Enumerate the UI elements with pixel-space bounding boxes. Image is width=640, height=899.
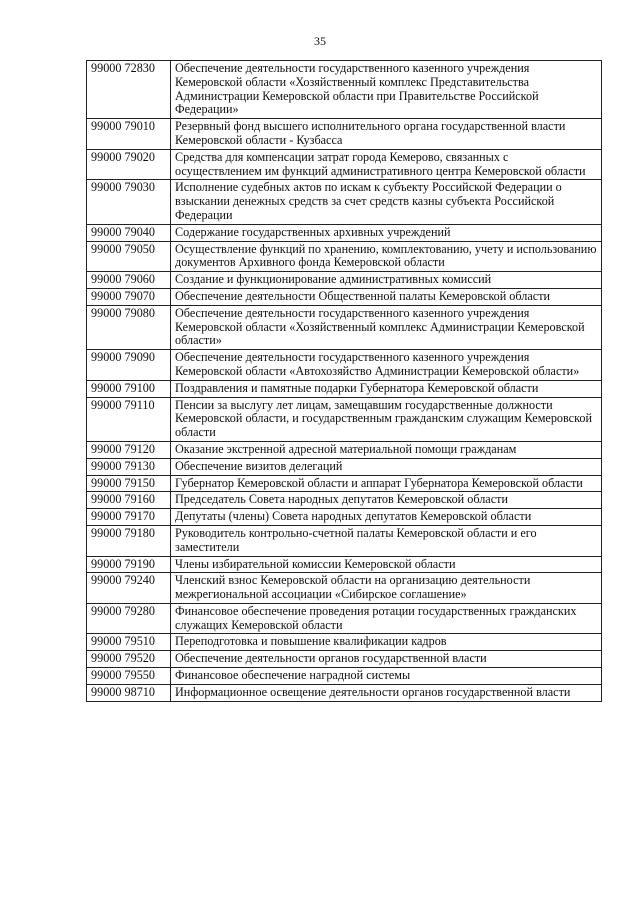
expense-name-cell: Переподготовка и повышение квалификации кадров — [171, 634, 602, 651]
table-row — [87, 684, 602, 701]
expense-name-cell: Информационное освещение деятельности органов государственной власти — [171, 684, 602, 701]
expense-name-cell: Обеспечение деятельности государственного казенного учреждения Кемеровской области «Автохозяйство Администрации Кемеровской области» — [171, 350, 602, 381]
budget-code-cell: 99000 79010 — [87, 119, 171, 150]
table-row — [87, 119, 602, 150]
table-row — [87, 525, 602, 556]
budget-code-cell: 99000 79120 — [87, 441, 171, 458]
budget-code-cell: 99000 79190 — [87, 556, 171, 573]
table-row — [87, 509, 602, 526]
expense-name-cell: Поздравления и памятные подарки Губернатора Кемеровской области — [171, 380, 602, 397]
table-row — [87, 149, 602, 180]
expense-name-cell: Финансовое обеспечение проведения ротации государственных гражданских служащих Кемеровской области — [171, 603, 602, 634]
expense-name-cell: Губернатор Кемеровской области и аппарат Губернатора Кемеровской области — [171, 475, 602, 492]
budget-code-cell: 99000 79280 — [87, 603, 171, 634]
budget-code-cell: 99000 98710 — [87, 684, 171, 701]
table-row — [87, 556, 602, 573]
table-row — [87, 224, 602, 241]
expense-name-cell: Исполнение судебных актов по искам к субъекту Российской Федерации о взыскании денежных средств за счет средств казны субъекта Российской Федерации — [171, 180, 602, 224]
budget-code-cell: 99000 79510 — [87, 634, 171, 651]
budget-code-cell: 99000 79070 — [87, 288, 171, 305]
budget-code-cell: 99000 79040 — [87, 224, 171, 241]
budget-code-cell: 99000 79170 — [87, 509, 171, 526]
table-row — [87, 380, 602, 397]
page-number: 35 — [314, 34, 326, 48]
table-row — [87, 573, 602, 604]
budget-code-cell: 99000 79240 — [87, 573, 171, 604]
expense-name-cell: Руководитель контрольно-счетной палаты Кемеровской области и его заместители — [171, 525, 602, 556]
expense-name-cell: Председатель Совета народных депутатов Кемеровской области — [171, 492, 602, 509]
expense-name-cell: Содержание государственных архивных учреждений — [171, 224, 602, 241]
expense-name-cell: Обеспечение деятельности Общественной палаты Кемеровской области — [171, 288, 602, 305]
expense-name-cell: Обеспечение визитов делегаций — [171, 458, 602, 475]
budget-code-cell: 99000 72830 — [87, 61, 171, 119]
expense-name-cell: Осуществление функций по хранению, комплектованию, учету и использованию документов Архивного фонда Кемеровской области — [171, 241, 602, 272]
budget-code-cell: 99000 79180 — [87, 525, 171, 556]
table-row — [87, 475, 602, 492]
budget-code-cell: 99000 79050 — [87, 241, 171, 272]
expense-name-cell: Депутаты (члены) Совета народных депутатов Кемеровской области — [171, 509, 602, 526]
expense-name-cell: Резервный фонд высшего исполнительного органа государственной власти Кемеровской области - Кузбасса — [171, 119, 602, 150]
table-row — [87, 180, 602, 224]
budget-code-cell: 99000 79100 — [87, 380, 171, 397]
budget-code-cell: 99000 79130 — [87, 458, 171, 475]
table-row — [87, 350, 602, 381]
budget-code-cell: 99000 79160 — [87, 492, 171, 509]
budget-code-table — [86, 60, 602, 702]
table-row — [87, 458, 602, 475]
table-row — [87, 272, 602, 289]
table-row — [87, 668, 602, 685]
expense-name-cell: Финансовое обеспечение наградной системы — [171, 668, 602, 685]
table-row — [87, 305, 602, 349]
budget-code-cell: 99000 79110 — [87, 397, 171, 441]
table-row — [87, 61, 602, 119]
expense-name-cell: Оказание экстренной адресной материальной помощи гражданам — [171, 441, 602, 458]
expense-name-cell: Создание и функционирование административных комиссий — [171, 272, 602, 289]
budget-code-cell: 99000 79080 — [87, 305, 171, 349]
table-row — [87, 651, 602, 668]
table-row — [87, 634, 602, 651]
budget-code-cell: 99000 79550 — [87, 668, 171, 685]
expense-name-cell: Членский взнос Кемеровской области на организацию деятельности межрегиональной ассоциации «Сибирское соглашение» — [171, 573, 602, 604]
expense-name-cell: Члены избирательной комиссии Кемеровской области — [171, 556, 602, 573]
expense-name-cell: Обеспечение деятельности государственного казенного учреждения Кемеровской области «Хозяйственный комплекс Администрации Кемеровской области» — [171, 305, 602, 349]
table-row — [87, 492, 602, 509]
expense-name-cell: Обеспечение деятельности органов государственной власти — [171, 651, 602, 668]
table-row — [87, 603, 602, 634]
budget-code-cell: 99000 79090 — [87, 350, 171, 381]
budget-code-cell: 99000 79060 — [87, 272, 171, 289]
table-row — [87, 241, 602, 272]
budget-code-cell: 99000 79520 — [87, 651, 171, 668]
expense-name-cell: Обеспечение деятельности государственного казенного учреждения Кемеровской области «Хозяйственный комплекс Представительства Администрации Кемеровской области при Правительстве Российской Федерации» — [171, 61, 602, 119]
table-row — [87, 397, 602, 441]
budget-code-cell: 99000 79020 — [87, 149, 171, 180]
expense-name-cell: Средства для компенсации затрат города Кемерово, связанных с осуществлением им функций административного центра Кемеровской области — [171, 149, 602, 180]
table-row — [87, 288, 602, 305]
budget-code-cell: 99000 79150 — [87, 475, 171, 492]
budget-code-cell: 99000 79030 — [87, 180, 171, 224]
budget-code-table-body — [87, 61, 602, 702]
table-row — [87, 441, 602, 458]
expense-name-cell: Пенсии за выслугу лет лицам, замещавшим государственные должности Кемеровской области, и государственным гражданским служащим Кемеровской области — [171, 397, 602, 441]
